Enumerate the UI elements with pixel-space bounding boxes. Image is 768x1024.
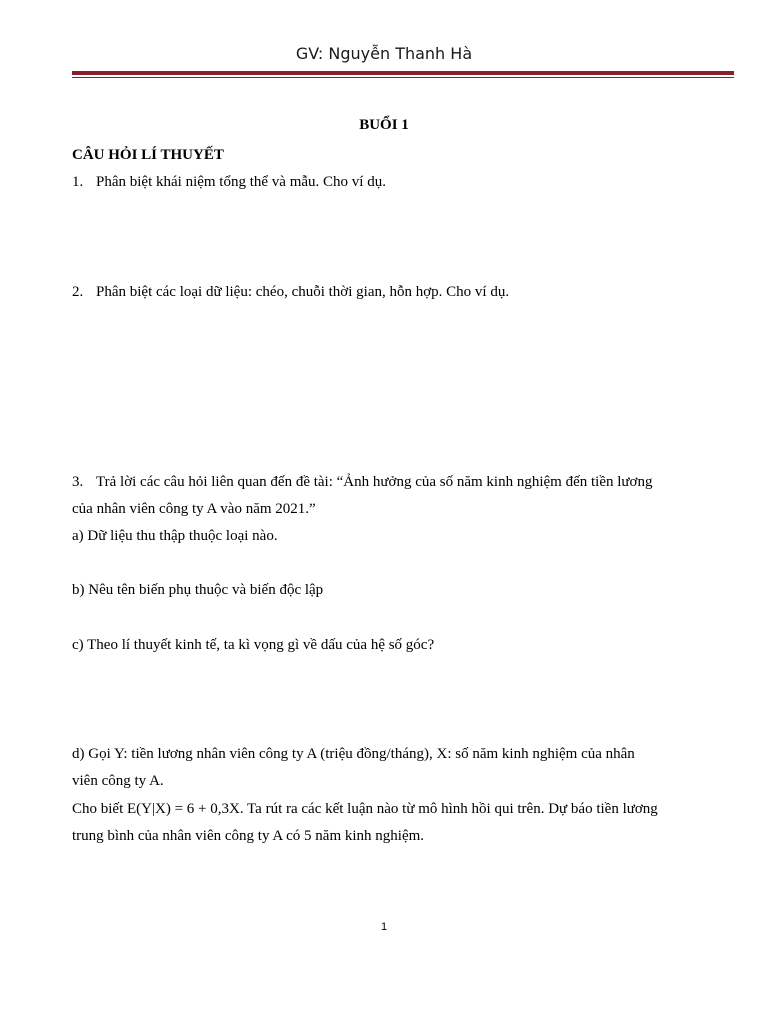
question-2-number: 2. — [72, 284, 84, 300]
question-3d-line-3: Cho biết E(Y|X) = 6 + 0,3X. Ta rút ra các kết luận nào từ mô hình hồi qui trên. Dự báo tiền lương — [72, 801, 658, 817]
question-1 — [72, 169, 386, 196]
question-3d-line-1: d) Gọi Y: tiền lương nhân viên công ty A (triệu đồng/tháng), X: số năm kinh nghiệm của nhân — [72, 746, 635, 762]
question-3d-line-2: viên công ty A. — [72, 773, 164, 789]
question-3-line-1 — [72, 469, 652, 496]
header-rule-thick — [72, 71, 734, 75]
question-2 — [72, 279, 509, 306]
page-header-teacher: GV: Nguyễn Thanh Hà — [295, 44, 473, 63]
question-3-text: Trả lời các câu hỏi liên quan đến đề tài: “Ảnh hưởng của số năm kinh nghiệm đến tiền lương — [96, 474, 653, 490]
question-1-text: Phân biệt khái niệm tổng thể và mẫu. Cho ví dụ. — [96, 174, 386, 190]
session-title: BUỔI 1 — [359, 117, 409, 133]
question-3d-line-4: trung bình của nhân viên công ty A có 5 năm kinh nghiệm. — [72, 828, 425, 844]
page-number: 1 — [380, 921, 388, 933]
question-1-number: 1. — [72, 174, 84, 190]
question-3-number: 3. — [72, 474, 84, 490]
question-3-line-2: của nhân viên công ty A vào năm 2021.” — [72, 501, 316, 517]
question-2-text: Phân biệt các loại dữ liệu: chéo, chuỗi thời gian, hỗn hợp. Cho ví dụ. — [96, 284, 510, 300]
section-heading: CÂU HỎI LÍ THUYẾT — [72, 147, 224, 163]
question-3c: c) Theo lí thuyết kinh tế, ta kì vọng gì về dấu của hệ số góc? — [72, 637, 435, 653]
question-3b: b) Nêu tên biến phụ thuộc và biến độc lập — [72, 582, 324, 598]
header-rule-thin — [72, 77, 734, 78]
question-3a: a) Dữ liệu thu thập thuộc loại nào. — [72, 528, 278, 544]
